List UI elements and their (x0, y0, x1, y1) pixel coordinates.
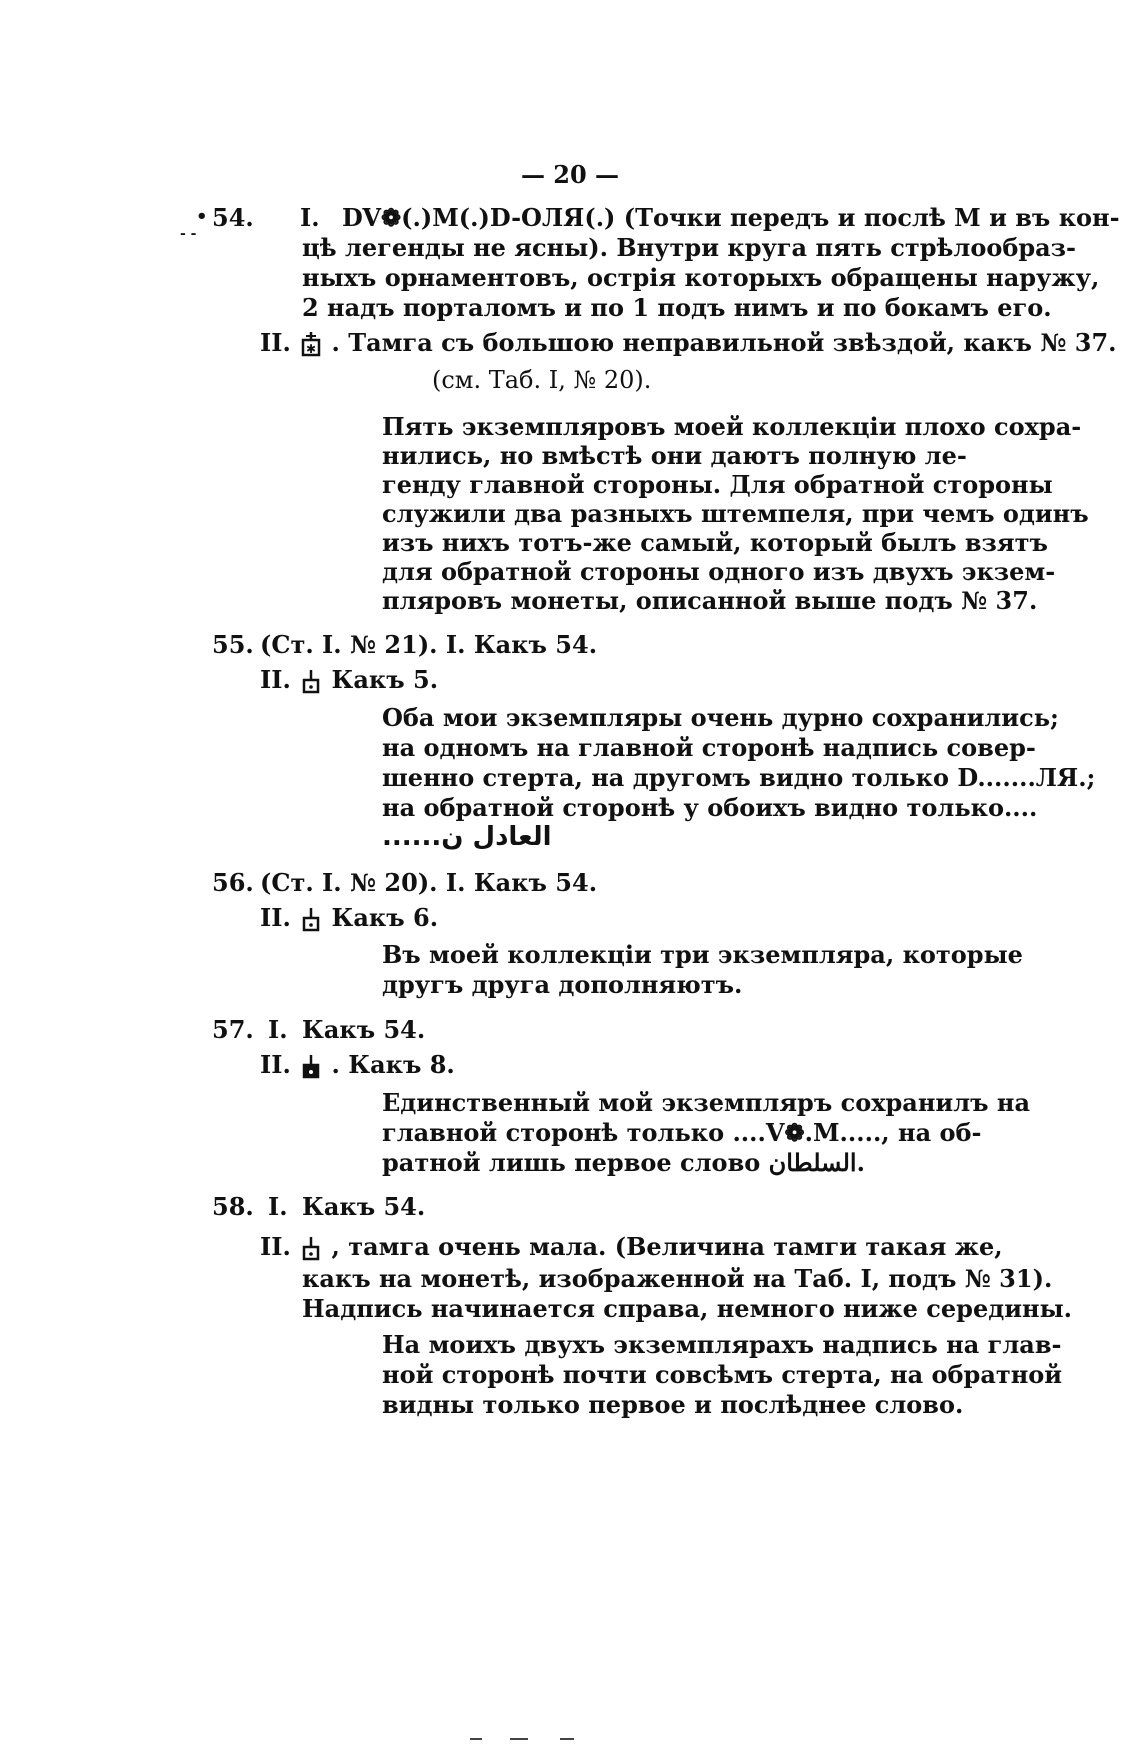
entry-57-reverse-text: . Какъ 8. (331, 1050, 455, 1079)
entry-57-note-3: ратной лишь первое слово السلطان. (382, 1148, 865, 1177)
entry-58-line-1: Какъ 54. (302, 1192, 426, 1221)
entry-58-side-2: II. (260, 1232, 291, 1261)
margin-dash: - - (180, 226, 197, 242)
entry-55-side-2: II. (260, 665, 291, 694)
entry-55-number: 55. (212, 630, 254, 659)
entry-54-note-5: изъ нихъ тотъ-же самый, который былъ взятъ (382, 528, 1048, 557)
entry-55-reverse (260, 665, 438, 695)
entry-54-reverse (260, 328, 1117, 358)
entry-54-line-2: цѣ легенды не ясны). Внутри круга пять стрѣлообраз- (302, 233, 1076, 262)
entry-58-reverse-2: какъ на монетѣ, изображенной на Таб. I, подъ № 31). (302, 1264, 1053, 1293)
entry-54-note-1: Пять экземпляровъ моей коллекціи плохо сохра- (382, 412, 1082, 441)
entry-58-note-2: ной сторонѣ почти совсѣмъ стерта, на обратной (382, 1360, 1063, 1389)
entry-56-reverse-text: Какъ 6. (331, 903, 439, 932)
entry-58-side-1: I. (268, 1192, 288, 1221)
entry-55-note-2: на одномъ на главной сторонѣ надпись совер- (382, 733, 1036, 762)
entry-57-side-1: I. (268, 1015, 288, 1044)
entry-55-note-3: шенно стерта, на другомъ видно только D.......ЛЯ.; (382, 763, 1096, 792)
margin-bullet: • (196, 206, 208, 227)
entry-58-reverse-3: Надпись начинается справа, немного ниже середины. (302, 1294, 1073, 1323)
entry-57-number: 57. (212, 1015, 254, 1044)
entry-54-number: 54. (212, 203, 254, 232)
entry-56-line-1: (Ст. I. № 20). I. Какъ 54. (260, 868, 598, 897)
svg-text:✱: ✱ (306, 342, 317, 356)
tamga-icon (301, 1053, 321, 1079)
entry-55-reverse-text: Какъ 5. (331, 665, 439, 694)
print-mark (560, 1738, 574, 1740)
entry-57-reverse (260, 1050, 455, 1080)
entry-56-reverse (260, 903, 438, 933)
entry-54-line-1: DV❁(.)M(.)D-ОЛЯ(.) (Точки передъ и послѣ М и въ кон- (342, 203, 1120, 232)
entry-55-line-1: (Ст. I. № 21). I. Какъ 54. (260, 630, 598, 659)
entry-57-side-2: II. (260, 1050, 291, 1079)
page-number: — 20 — (520, 160, 620, 189)
entry-54-side-1: I. (300, 203, 320, 232)
entry-55-note-4: на обратной сторонѣ у обоихъ видно только.... (382, 793, 1038, 822)
entry-54-note-6: для обратной стороны одного изъ двухъ экзем- (382, 557, 1056, 586)
entry-54-note-4: служили два разныхъ штемпеля, при чемъ одинъ (382, 499, 1089, 528)
entry-56-note-1: Въ моей коллекціи три экземпляра, которые (382, 940, 1023, 969)
entry-57-note-1: Единственный мой экземпляръ сохранилъ на (382, 1088, 1031, 1117)
entry-56-note-2: другъ друга дополняютъ. (382, 970, 743, 999)
entry-58-reverse (260, 1232, 1003, 1262)
entry-54-note-7: пляровъ монеты, описанной выше подъ № 37. (382, 586, 1038, 615)
print-mark (470, 1738, 482, 1740)
tamga-icon (301, 668, 321, 694)
entry-58-note-1: На моихъ двухъ экземплярахъ надпись на глав- (382, 1330, 1062, 1359)
tamga-icon (301, 906, 321, 932)
entry-58-note-3: видны только первое и послѣднее слово. (382, 1390, 964, 1419)
entry-54-reverse-text: . Тамга съ большою неправильной звѣздой, какъ № 37. (331, 328, 1117, 357)
print-mark (510, 1738, 528, 1740)
entry-56-side-2: II. (260, 903, 291, 932)
entry-54-line-4: 2 надъ порталомъ и по 1 подъ нимъ и по бокамъ его. (302, 293, 1052, 322)
entry-57-note-2: главной сторонѣ только ....V❁.M....., на об- (382, 1118, 982, 1147)
entry-54-note-3: генду главной стороны. Для обратной стороны (382, 470, 1053, 499)
tamga-icon (301, 1235, 321, 1261)
entry-54-line-3: ныхъ орнаментовъ, острія которыхъ обращены наружу, (302, 263, 1100, 292)
entry-56-number: 56. (212, 868, 254, 897)
entry-55-note-1: Оба мои экземпляры очень дурно сохранились; (382, 703, 1059, 732)
tamga-star-icon (301, 331, 321, 357)
entry-54-ref: (см. Таб. I, № 20). (432, 366, 652, 394)
entry-58-number: 58. (212, 1192, 254, 1221)
entry-54-note-2: нились, но вмѣстѣ они даютъ полную ле- (382, 441, 967, 470)
entry-55-note-arabic: العادل ن...... (382, 822, 552, 852)
entry-58-reverse-text: , тамга очень мала. (Величина тамги такая же, (331, 1232, 1003, 1261)
entry-57-line-1: Какъ 54. (302, 1015, 426, 1044)
entry-54-side-2: II. (260, 328, 291, 357)
